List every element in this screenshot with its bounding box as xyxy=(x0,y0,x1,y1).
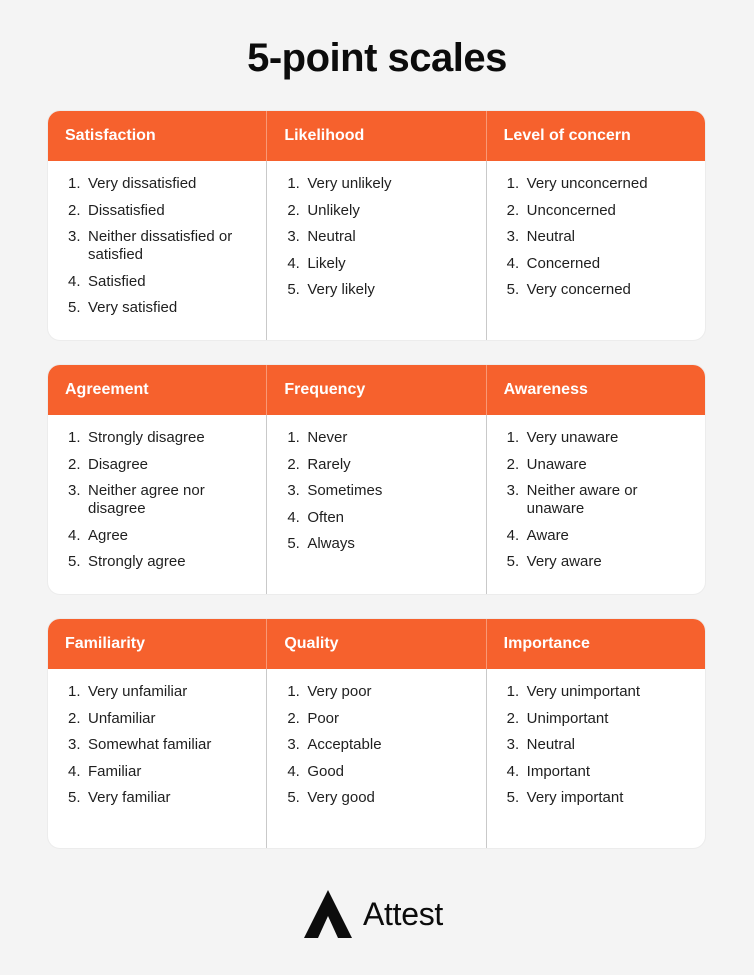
column-heading: Awareness xyxy=(503,381,588,398)
list-item: 5. Very aware xyxy=(506,553,602,570)
list-item: 5. Very good xyxy=(287,789,375,806)
list-item: 3. Neither dissatisfied or satisfied xyxy=(68,228,233,263)
list-item: 5. Strongly agree xyxy=(68,553,186,570)
scale-list xyxy=(68,683,254,807)
scale-list xyxy=(507,429,693,571)
list-item: 1. Very unlikely xyxy=(287,175,392,192)
list-item: 4. Concerned xyxy=(506,254,601,272)
column-heading: Likelihood xyxy=(267,111,486,161)
scale-column xyxy=(267,669,486,848)
list-item: 2. Poor xyxy=(287,709,340,727)
list-item: 5. Very satisfied xyxy=(68,299,178,316)
list-item: 5. Very likely xyxy=(287,281,375,298)
list-item: 2. Unlikely xyxy=(287,201,360,219)
brand-name: Attest xyxy=(363,896,444,932)
list-item: 3. Neither aware or unaware xyxy=(506,482,638,517)
table-body-row xyxy=(48,669,705,848)
attest-logo-icon xyxy=(303,889,353,939)
page-title: 5-point scales xyxy=(247,36,507,80)
list-item: 5. Very familiar xyxy=(68,789,171,806)
scale-column xyxy=(487,415,705,594)
table-header-row xyxy=(48,111,705,161)
list-item: 1. Very poor xyxy=(287,683,372,700)
scale-column xyxy=(487,669,705,848)
list-item: 4. Aware xyxy=(506,526,569,544)
list-item: 4. Often xyxy=(287,508,345,526)
list-item: 2. Rarely xyxy=(287,455,351,473)
scale-list xyxy=(287,175,473,299)
list-item: 3. Neutral xyxy=(506,228,576,245)
list-item: 2. Disagree xyxy=(68,455,149,473)
attest-logo xyxy=(303,889,443,939)
list-item: 1. Never xyxy=(287,429,348,446)
scale-table-2 xyxy=(48,365,705,594)
list-item: 3. Acceptable xyxy=(287,736,382,753)
scale-table-3 xyxy=(48,619,705,848)
list-item: 1. Strongly disagree xyxy=(68,429,205,446)
list-item: 3. Neutral xyxy=(506,736,576,753)
list-item: 2. Unfamiliar xyxy=(68,709,156,727)
scale-list xyxy=(287,683,473,807)
scale-list xyxy=(68,175,254,317)
list-item: 1. Very unconcerned xyxy=(506,175,648,192)
scale-column xyxy=(487,161,705,340)
list-item: 4. Satisfied xyxy=(68,272,146,290)
list-item: 2. Dissatisfied xyxy=(68,201,165,219)
table-header-row xyxy=(48,365,705,415)
column-heading: Agreement xyxy=(48,365,267,415)
list-item: 4. Familiar xyxy=(68,762,142,780)
list-item: 5. Very important xyxy=(506,789,624,806)
column-heading: Frequency xyxy=(267,365,486,415)
scale-column xyxy=(48,415,267,594)
list-item: 4. Good xyxy=(287,762,345,780)
scale-list xyxy=(507,683,693,807)
table-body-row xyxy=(48,415,705,594)
scale-column xyxy=(267,161,486,340)
list-item: 3. Neutral xyxy=(287,228,356,245)
scale-column xyxy=(48,669,267,848)
scale-table-1 xyxy=(48,111,705,340)
column-heading: Satisfaction xyxy=(48,111,267,161)
column-heading: Importance xyxy=(503,635,590,652)
list-item: 2. Unaware xyxy=(506,455,587,473)
scale-column xyxy=(48,161,267,340)
list-item: 3. Somewhat familiar xyxy=(68,736,212,753)
scale-list xyxy=(287,429,473,553)
list-item: 5. Very concerned xyxy=(506,281,631,298)
list-item: 1. Very unimportant xyxy=(506,683,641,700)
list-item: 4. Likely xyxy=(287,254,346,272)
scale-list xyxy=(507,175,693,299)
list-item: 2. Unconcerned xyxy=(506,201,616,219)
list-item: 4. Important xyxy=(506,762,591,780)
column-heading: Level of concern xyxy=(503,127,631,144)
scale-column xyxy=(267,415,486,594)
column-heading: Familiarity xyxy=(48,619,267,669)
list-item: 1. Very unaware xyxy=(506,429,619,446)
list-item: 4. Agree xyxy=(68,526,129,544)
list-item: 2. Unimportant xyxy=(506,709,609,727)
list-item: 3. Sometimes xyxy=(287,482,383,499)
list-item: 1. Very unfamiliar xyxy=(68,683,188,700)
list-item: 3. Neither agree nor disagree xyxy=(68,482,205,517)
list-item: 1. Very dissatisfied xyxy=(68,175,197,192)
table-header-row xyxy=(48,619,705,669)
scale-list xyxy=(68,429,254,571)
table-body-row xyxy=(48,161,705,340)
column-heading: Quality xyxy=(267,619,486,669)
list-item: 5. Always xyxy=(287,535,355,552)
